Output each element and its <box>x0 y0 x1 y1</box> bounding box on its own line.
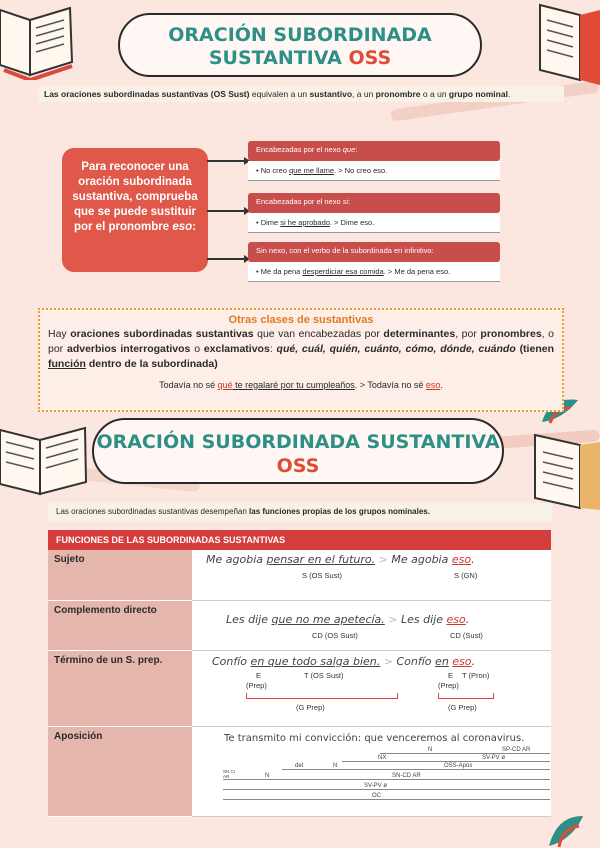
otras-example: Todavía no sé qué te regalaré por tu cumpleaños. > Todavía no sé eso. <box>159 380 443 390</box>
title-line1: ORACIÓN SUBORDINADA <box>168 24 432 46</box>
recognition-tip: Para reconocer una oración subordinada sustantiva, comprueba que se puede sustituir por el pronombre eso: <box>62 148 208 272</box>
nexo-card: Encabezadas por el nexo si: • Dime si he aprobado. > Dime eso. <box>248 193 500 233</box>
functions-table <box>48 530 551 817</box>
row-example: Confío en que todo salga bien. > Confío en eso. E (Prep) T (OS Sust) (G Prep) E (Prep) T (Pron) (G Prep) <box>192 650 551 726</box>
table-row <box>48 550 551 600</box>
nexo-card: Sin nexo, con el verbo de la subordinada en infinitivo: • Me da pena desperdiciar esa comida. > Me da pena eso. <box>248 242 500 282</box>
row-example: Les dije que no me apetecía. > Les dije eso. CD (OS Sust) CD (Sust) <box>192 600 551 650</box>
book-icon <box>535 0 600 95</box>
table-row <box>48 726 551 816</box>
leaf-icon <box>545 812 585 848</box>
arrow-icon <box>207 210 249 212</box>
oss-label: OSS <box>348 47 392 69</box>
row-example: Te transmito mi convicción: que venceremos al coronavirus. N SP-CD AR NX SV-PV ø det N OSS-Apos SN CI AR N SN-CD AR SV-PV ø OC <box>192 726 551 816</box>
intro-text-2: Las oraciones subordinadas sustantivas desempeñan las funciones propias de los grupos nominales. <box>48 503 552 521</box>
row-label: Complemento directo <box>48 600 192 650</box>
intro-text: Las oraciones subordinadas sustantivas (OS Sust) equivalen a un sustantivo, a un pronombre o a un grupo nominal. <box>38 86 564 102</box>
otras-title: Otras clases de sustantivas <box>228 314 374 326</box>
row-label: Aposición <box>48 726 192 816</box>
book-icon <box>525 430 600 510</box>
book-icon <box>0 418 90 498</box>
arrow-icon <box>207 160 249 162</box>
arrow-icon <box>207 258 249 260</box>
row-example: Me agobia pensar en el futuro. > Me agobia eso. S (OS Sust) S (GN) <box>192 550 551 600</box>
otras-paragraph: Hay oraciones subordinadas sustantivas que van encabezadas por determinantes, por pronombres, o por adverbios interrogativos o exclamativos: qué, cuál, quién, cuánto, cómo, dónde, cuándo (tienen función dentro de la subordinada) <box>48 328 554 370</box>
section-title: ORACIÓN SUBORDINADA SUSTANTIVA OSS <box>92 418 504 484</box>
nexo-card: Encabezadas por el nexo que: • No creo que me llame. > No creo eso. <box>248 141 500 181</box>
table-header: FUNCIONES DE LAS SUBORDINADAS SUSTANTIVAS <box>48 530 551 550</box>
row-label: Término de un S. prep. <box>48 650 192 726</box>
otras-clases-box <box>38 308 564 412</box>
row-label: Sujeto <box>48 550 192 600</box>
title-line2: SUSTANTIVA OSS <box>208 47 392 69</box>
page-title <box>118 13 482 77</box>
book-icon <box>0 0 80 80</box>
table-row <box>48 650 551 726</box>
table-row <box>48 600 551 650</box>
